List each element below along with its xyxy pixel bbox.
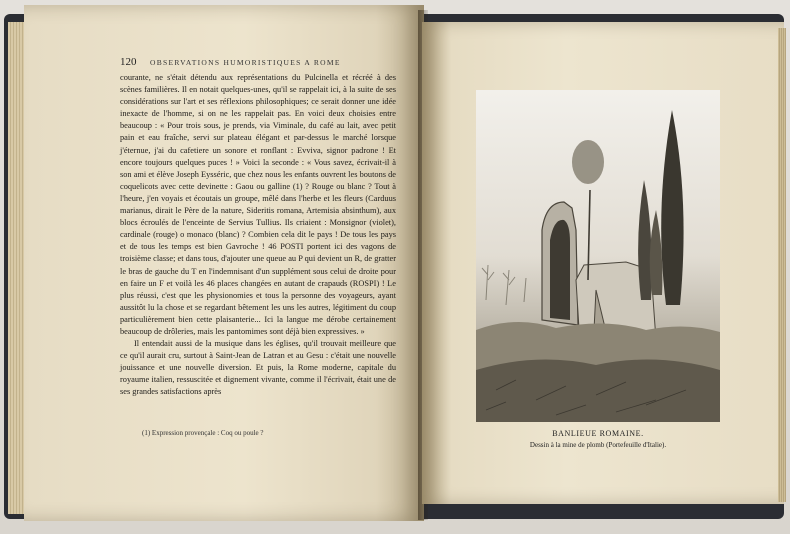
left-page xyxy=(24,5,424,521)
page-edges-right xyxy=(778,28,786,502)
caption-subtitle: Dessin à la mine de plomb (Portefeuille d'Italie). xyxy=(529,441,667,449)
caption-title: BANLIEUE ROMAINE. xyxy=(552,429,644,438)
page-header xyxy=(120,56,400,72)
paragraph: courante, ne s'était détendu aux représentations du Pulcinella et récréé à des scènes familières. Il en notait quelques-unes, qu'il se rappelait ici, à la suite de ses considérations sur l'art et ses réflexions philosophiques; ce serait donner une idée inexacte de l'homme, si on ne les rappelait pas. En voici deux choisies entre beaucoup : « Pour trois sous, je prends, via Viminale, du café au lait, avec petit pain et eau fraîche, servi sur plateau élégant et par-dessus le marché lorsque j'éternue, j'ai du cafetiere un sonore et ronflant : Evviva, signor padrone ! Et encore toujours quelques puces ! » Voici la seconde : « Vous savez, écrivait-il à son ami et élève Joseph Eysséric, que chez nous les enfants ouvrent les boutons de coquelicots avec cette devinette : Gaou ou galline (1) ? Rouge ou blanc ? Tout à l'heure, j'en voyais et écoutais un groupe, mêlé dans l'herbe et les fleurs (Carduus marianus, dirait le Père de la nature, Sideritis romana, Artemisia absinthum), aux blocs écroulés de l'enceinte de Servius Tullius. Ils criaient : Monsignor (violet), cardinale (rouge) o monaco (blanc) ? Combien cela dit le pays ! De tous les pays et de tous les temps est bien Gavroche ! 46 POSTI portent ici des vagons de troisième classe; et dans tous, d'ajouter une queue au P qui devient un R, de gratter le bras de gauche du T en l'indemnisant d'un supplément sous celui de droite pour en faire un F et voilà les 46 places changées en autant de crapauds (ROSPI) ! Le plus réussi, c'est que les physionomies et tous la personne des voyageurs, ayant aussitôt lu la chose et se regardant bêtement les uns les autres, légitiment du coup particulièrement bien cette plaisanterie... Ici la langue me dérobe certainement beaucoup de drôleries, mais les pantomimes sont déjà bien expressives. » xyxy=(120,73,396,336)
footnote: (1) Expression provençale : Coq ou poule ? xyxy=(142,429,264,437)
page-number: 120 xyxy=(120,56,137,68)
running-title: OBSERVATIONS HUMORISTIQUES A ROME xyxy=(150,58,341,67)
illustration-plate xyxy=(476,90,720,422)
body-text xyxy=(120,72,396,399)
paragraph: Il entendait aussi de la musique dans les églises, qu'il trouvait meilleure que ce qu'il aurait cru, surtout à Saint-Jean de Latran et au Gesu : c'était une nouvelle jouissance et une nouvelle diversion. Et puis, la Rome moderne, capitale du royaume italien, ressuscitée et dignement vivante, comme il l'écrivait, était une de ses grandes satisfactions après xyxy=(120,339,396,397)
ruins-drawing-illustration xyxy=(476,90,720,422)
illustration-caption xyxy=(476,429,720,449)
